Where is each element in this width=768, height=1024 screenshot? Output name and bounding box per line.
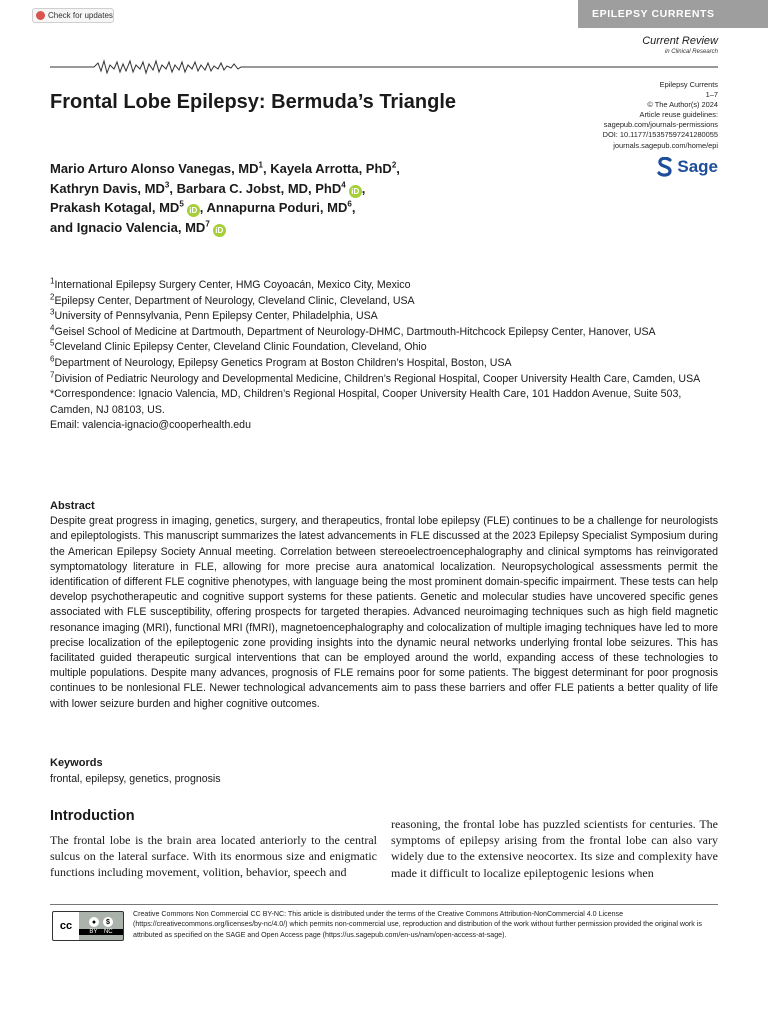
author-affiliation-mark: 2 [391, 160, 397, 170]
check-for-updates-badge[interactable] [32, 8, 114, 23]
affiliation-text: Division of Pediatric Neurology and Developmental Medicine, Children’s Regional Hospital, Cooper University Health Care, Camden, USA [54, 372, 701, 385]
author-affiliation-mark: 7 [205, 219, 210, 229]
affiliation [50, 325, 722, 341]
affiliation-number: 2 [50, 292, 55, 302]
orcid-icon[interactable]: iD [213, 224, 226, 237]
updates-icon [36, 11, 45, 20]
author-affiliation-mark: 1 [258, 160, 263, 170]
author-name: Barbara C. Jobst, MD, PhD [176, 180, 342, 196]
metadata-line[interactable]: DOI: 10.1177/15357597241280055 [602, 130, 718, 140]
affiliation-number: 5 [50, 338, 55, 348]
author-separator: , [361, 180, 366, 196]
affiliation-text: Cleveland Clinic Epilepsy Center, Cleveland Clinic Foundation, Cleveland, Ohio [54, 341, 427, 354]
introduction-left-column: The frontal lobe is the brain area located anteriorly to the central sulcus on the lateral surface. With its enormous size and enigmatic functions including movement, volition, behavior, speech and [50, 833, 377, 880]
affiliation [50, 372, 722, 388]
affiliation-number: 3 [50, 307, 55, 317]
article-type-sub: in Clinical Research [664, 49, 718, 55]
author-separator: , [351, 200, 356, 215]
orcid-icon[interactable]: iD [187, 204, 200, 217]
eeg-wave-decoration [50, 57, 718, 77]
journal-banner: EPILEPSY CURRENTS [578, 0, 768, 28]
author-affiliation-mark: 4 [341, 180, 346, 190]
affiliation [50, 294, 722, 310]
license-divider [50, 904, 718, 905]
abstract-text: Despite great progress in imaging, genetics, surgery, and therapeutics, frontal lobe epilepsy (FLE) continues to be a challenge for neurologists and epileptologists. This manuscript summarizes the latest advancements in FLE discussed at the 2023 Epilepsy Specialist Symposium during the American Epilepsy Society Annual meeting. Correlation between stereoelectroencephalography and clinical symptoms has reinvigorated symptomatology literature in FLE, allowing for more precise aura anatomical localization. Neuropsychological assessments permit the identification of different FLE cognitive phenotypes, with language being the most prominent domain-specific impairment. These tests can help develop psychotherapeutic and cognitive support systems for these patients. Genetic and molecular studies have uncovered specific genes associated with FLE susceptibility, offering prospects for targeted therapies. Advanced neuroimaging techniques such as high field magnetic resonance imaging (MRI), functional MRI (fMRI), magnetoencephalography and colocalization of multiple imaging techniques have led to more precise localization of the epileptogenic zone providing insights into the dynamic neural networks underlying frontal lobe seizures. This has facilitated guided therapeutic surgical interventions that can be employed around the world, expanding access of these technologies to multiple populations. Despite many advances, prognosis of FLE remains poor for some patients. The biggest determinant for poor prognosis continues to be nonlesional FLE. Newer technological advancements aim to pass these barriers and offer FLE patients a better quality of life with lower seizure burden and higher cognitive outcomes. [50, 515, 718, 710]
author-name: Kayela Arrotta, PhD [270, 161, 392, 176]
affiliation-text: International Epilepsy Surgery Center, HMG Coyoacán, Mexico City, Mexico [54, 279, 411, 291]
author [207, 200, 356, 215]
affiliation [50, 340, 722, 356]
article-type: Current Review [642, 35, 718, 47]
affiliation-number: 1 [50, 276, 55, 286]
affiliation-number: 6 [50, 354, 55, 364]
metadata-line: Epilepsy Currents [659, 80, 718, 89]
metadata-line: 1–7 [705, 90, 718, 100]
license-statement: Creative Commons Non Commercial CC BY-NC: This article is distributed under the terms of the Creative Commons Attribution-NonCommercial 4.0 License (https://creativecommons.org/licenses/by-nc/4.0/) which permits non-commercial use, reproduction and distribution of the work without further permission provided the original work is attributed as specified on the SAGE and Open Access page (https://us.sagepub.com/en-us/nam/open-access-at-sage). [133, 910, 702, 939]
publisher-name: Sage [677, 157, 718, 176]
author [50, 161, 270, 176]
author-affiliation-mark: 6 [347, 199, 352, 209]
orcid-icon[interactable]: iD [349, 185, 362, 198]
correspondence: *Correspondence: Ignacio Valencia, MD, Children’s Regional Hospital, Cooper University Health Care, 101 Haddon Avenue, Suite 503, Camden, NJ 08103, US. [50, 388, 682, 416]
cc-by-nc-icons [79, 912, 123, 940]
author [50, 220, 226, 235]
cc-icon: cc [53, 912, 79, 940]
metadata-line[interactable]: sagepub.com/journals-permissions [603, 120, 718, 130]
check-for-updates-label: Check for updates [48, 11, 113, 20]
keywords-heading: Keywords [50, 757, 103, 769]
affiliation-text: Department of Neurology, Epilepsy Genetics Program at Boston Children’s Hospital, Boston, USA [54, 356, 512, 369]
author-separator: , [169, 180, 177, 196]
affiliation-text: University of Pennsylvania, Penn Epilepsy Center, Philadelphia, USA [54, 310, 378, 323]
cc-by-tag: BY [89, 929, 98, 935]
author-name: Annapurna Poduri, MD [206, 200, 348, 215]
affiliation-list [50, 278, 722, 387]
cc-tags [79, 929, 123, 935]
cc-nc-tag: NC [103, 929, 113, 935]
keywords-text: frontal, epilepsy, genetics, prognosis [50, 772, 221, 785]
abstract-section [50, 499, 718, 712]
article-title: Frontal Lobe Epilepsy: Bermuda’s Triangle [50, 91, 457, 113]
affiliation-text: Epilepsy Center, Department of Neurology, Cleveland Clinic, Cleveland, USA [54, 294, 415, 307]
author [50, 200, 207, 215]
affiliation-number: 7 [50, 370, 55, 380]
article-metadata [603, 80, 718, 151]
publisher-logo [657, 156, 718, 178]
author-list [50, 159, 520, 237]
author-name: Prakash Kotagal, MD [50, 200, 180, 215]
author-name: Mario Arturo Alonso Vanegas, MD [50, 161, 259, 176]
author [50, 181, 177, 196]
keywords-section [50, 756, 718, 787]
abstract-heading: Abstract [50, 500, 95, 512]
affiliation [50, 356, 722, 372]
affiliation [50, 278, 722, 294]
noncommercial-icon: $ [103, 917, 113, 927]
person-icon: ● [89, 917, 99, 927]
author-affiliation-mark: 5 [179, 199, 184, 209]
author [177, 181, 366, 196]
author-separator: , [262, 161, 271, 176]
author-separator: , [199, 200, 207, 215]
affiliations [50, 278, 722, 434]
author [270, 161, 400, 176]
metadata-line: Article reuse guidelines: [639, 110, 718, 120]
cc-license-badge[interactable] [52, 911, 124, 941]
metadata-line[interactable]: journals.sagepub.com/home/epi [613, 140, 718, 150]
affiliation-number: 4 [50, 323, 55, 333]
affiliation-text: Geisel School of Medicine at Dartmouth, Department of Neurology-DHMC, Dartmouth-Hitchcock Epilepsy Center, Hanover, USA [54, 325, 656, 338]
affiliation [50, 309, 722, 325]
cc-attribution-icons [89, 917, 113, 927]
author-name: Kathryn Davis, MD [50, 180, 165, 196]
author-affiliation-mark: 3 [164, 180, 170, 190]
introduction-heading: Introduction [50, 808, 135, 824]
metadata-line: © The Author(s) 2024 [647, 100, 718, 110]
introduction-right-column: reasoning, the frontal lobe has puzzled scientists for centuries. The symptoms of epilepsy arising from the frontal lobe can also vary widely due to the extensive neocortex. Its size and complexity have made it difficult to localize epileptogenic lesions when [391, 817, 718, 880]
sage-s-icon [657, 157, 673, 177]
correspondence-email[interactable]: Email: valencia-ignacio@cooperhealth.edu [50, 419, 251, 432]
author-separator: , [396, 161, 400, 176]
author-name: and Ignacio Valencia, MD [50, 219, 206, 235]
